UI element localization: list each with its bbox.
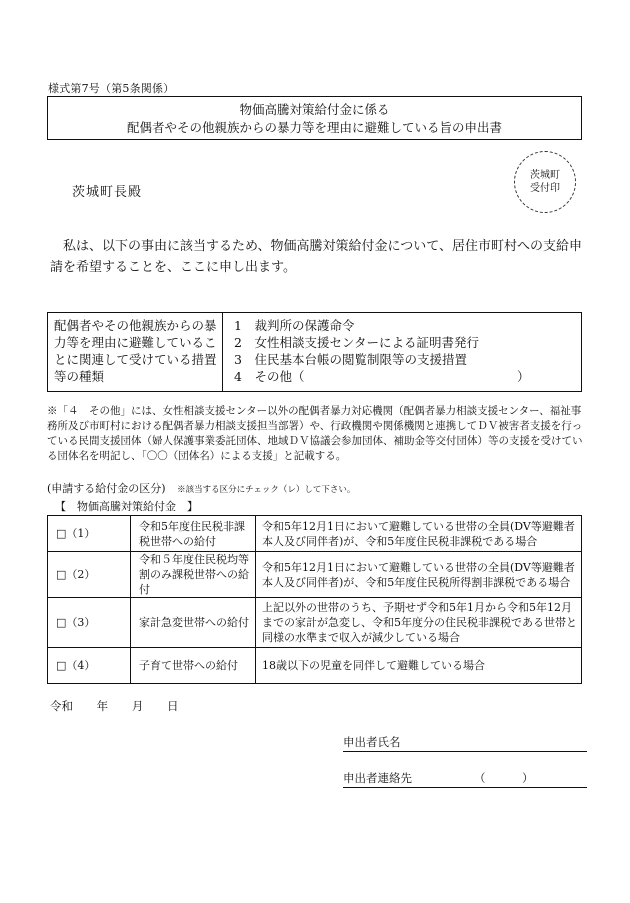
benefit-checkbox-2[interactable]: □（2） xyxy=(48,552,131,598)
benefit-desc: 令和5年12月1日において避難している世帯の全員(DV等避難者本人及び同伴者)が、令和5年度住民税非課税である場合 xyxy=(256,516,582,552)
reception-stamp xyxy=(514,151,576,213)
note-text: ※「４ その他」には、女性相談支援センター以外の配偶者暴力対応機関（配偶者暴力相談支援センター、福祉事務所及び市町村における配偶者暴力相談支援担当部署）や、行政機関や関係機関と連携してＤＶ被害者支援を行っている民間支援団体（婦人保護事業委託団体、地域ＤＶ協議会参加団体、補助金等交付団体）等の支援を受けている団体名を明記し、「〇〇（団体名）による支援」と記載する。 xyxy=(47,405,583,462)
table-row xyxy=(48,516,582,552)
stamp-line-1: 茨城町 xyxy=(530,170,560,181)
benefit-name: 家計急変世帯への給付 xyxy=(131,598,256,648)
date-day[interactable]: 日 xyxy=(166,699,179,713)
benefits-heading xyxy=(47,480,355,496)
applicant-name-label: 申出者氏名 xyxy=(343,735,401,749)
applicant-name-field[interactable] xyxy=(343,734,587,752)
measure-item[interactable]: 1 裁判所の保護命令 xyxy=(234,318,355,333)
measures-list xyxy=(234,317,529,385)
benefit-desc: 上記以外の世帯のうち、予期せず令和5年1月から令和5年12月までの家計が急変し、令和5年度分の住民税非課税である世帯と同様の水準まで収入が減少している場合 xyxy=(256,598,582,648)
contact-close-paren: ） xyxy=(522,771,534,785)
applicant-contact-label: 申出者連絡先 xyxy=(343,771,412,785)
date-line xyxy=(50,698,178,714)
benefit-checkbox-1[interactable]: □（1） xyxy=(48,516,131,552)
benefit-checkbox-4[interactable]: □（4） xyxy=(48,648,131,684)
measures-label: 配偶者やその他親族からの暴力等を理由に避難していることに関連して受けている措置等の種類 xyxy=(48,313,223,391)
table-row xyxy=(48,598,582,648)
date-year[interactable]: 年 xyxy=(96,699,109,713)
applicant-contact-field[interactable] xyxy=(343,770,587,788)
benefit-name: 令和５年度住民税均等割のみ課税世帯への給付 xyxy=(131,552,256,598)
benefits-category: 【 物価高騰対策給付金 】 xyxy=(55,500,198,513)
table-row xyxy=(48,552,582,598)
measure-item[interactable]: 4 その他（ ） xyxy=(234,369,530,384)
table-row xyxy=(48,648,582,684)
measure-item[interactable]: 3 住民基本台帳の閲覧制限等の支援措置 xyxy=(234,352,467,367)
benefits-heading-note: ※該当する区分にチェック（レ）して下さい。 xyxy=(177,485,356,495)
measure-item[interactable]: 2 女性相談支援センターによる証明書発行 xyxy=(234,335,479,350)
contact-open-paren: （ xyxy=(474,771,486,785)
benefit-name: 令和5年度住民税非課税世帯への給付 xyxy=(131,516,256,552)
stamp-line-2: 受付印 xyxy=(530,183,560,194)
benefit-checkbox-3[interactable]: □（3） xyxy=(48,598,131,648)
form-number: 様式第7号（第5条関係） xyxy=(48,82,175,95)
benefits-heading-label: (申請する給付金の区分) xyxy=(47,482,166,495)
intro-text: 私は、以下の事由に該当するため、物価高騰対策給付金について、居住市町村への支給申請を希望することを、ここに申し出ます。 xyxy=(50,239,582,275)
title-line-2: 配偶者やその他親族からの暴力等を理由に避難している旨の申出書 xyxy=(126,120,502,135)
measures-box xyxy=(47,312,582,392)
benefit-name: 子育て世帯への給付 xyxy=(131,648,256,684)
addressee: 茨城町長殿 xyxy=(72,185,143,200)
document-title xyxy=(47,96,582,140)
title-line-1: 物価高騰対策給付金に係る xyxy=(239,102,390,117)
benefit-desc: 令和5年12月1日において避難している世帯の全員(DV等避難者本人及び同伴者)が、令和5年度住民税所得割非課税である場合 xyxy=(256,552,582,598)
date-month[interactable]: 月 xyxy=(131,699,144,713)
date-era: 令和 xyxy=(50,699,73,713)
benefit-desc: 18歳以下の児童を同伴して避難している場合 xyxy=(256,648,582,684)
benefits-table xyxy=(47,515,582,684)
